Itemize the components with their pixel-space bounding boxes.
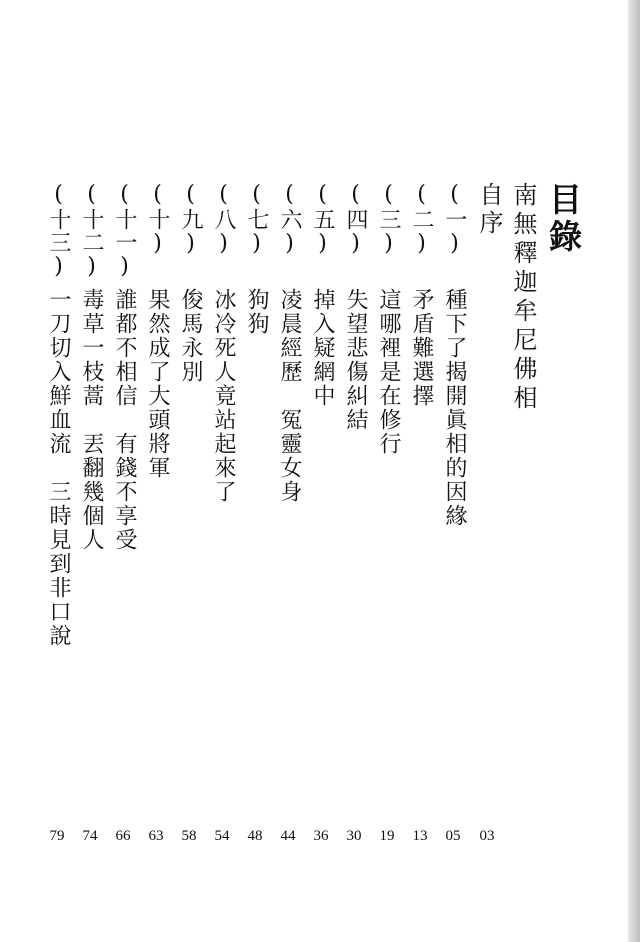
toc-entry-number: (六) bbox=[277, 182, 302, 257]
toc-subtitle: 南無釋迦牟尼佛相 bbox=[509, 182, 537, 414]
toc-entry-number: (十) bbox=[145, 182, 170, 257]
toc-page-number-preface: 03 bbox=[479, 828, 495, 844]
toc-entry-title: 果然成了大頭將軍 bbox=[145, 288, 170, 480]
toc-entry-number: (五) bbox=[310, 182, 335, 257]
toc-entry-number: (十二) bbox=[79, 182, 104, 280]
toc-entry-title: 掉入疑網中 bbox=[310, 288, 335, 408]
toc-entry-title: 狗狗 bbox=[244, 288, 269, 336]
toc-page-number: 74 bbox=[82, 828, 98, 844]
toc-entry-number: (四) bbox=[343, 182, 368, 257]
toc-entry-title: 誰都不相信 有錢不享受 bbox=[112, 288, 137, 552]
toc-page-number: 58 bbox=[181, 828, 197, 844]
page-edge bbox=[628, 0, 640, 942]
toc-page-number: 54 bbox=[214, 828, 230, 844]
toc-entry-title: 種下了揭開眞相的因緣 bbox=[442, 288, 467, 528]
toc-entry-number: (三) bbox=[376, 182, 401, 257]
toc-page-number: 19 bbox=[379, 828, 395, 844]
toc-page-number: 44 bbox=[280, 828, 296, 844]
toc-preface-label: 自序 bbox=[475, 182, 503, 238]
toc-entry-title: 凌晨經歷 冤靈女身 bbox=[277, 288, 302, 504]
toc-page-number: 66 bbox=[115, 828, 131, 844]
toc-page-number: 36 bbox=[313, 828, 329, 844]
toc-entry-title: 冰冷死人竟站起來了 bbox=[211, 288, 236, 504]
toc-page-number: 79 bbox=[49, 828, 65, 844]
toc-entry-number: (一) bbox=[442, 182, 467, 257]
toc-entry-number: (九) bbox=[178, 182, 203, 257]
toc-entry-number: (十一) bbox=[112, 182, 137, 280]
toc-entry-title: 毒草一枝蒿 丟翻幾個人 bbox=[79, 288, 104, 552]
toc-entry-title: 矛盾難選擇 bbox=[409, 288, 434, 408]
toc-title: 目錄 bbox=[544, 182, 583, 256]
toc-page-number: 13 bbox=[412, 828, 428, 844]
toc-entry-title: 一刀切入鮮血流 三時見到非口說 bbox=[46, 288, 71, 648]
toc-page-number: 63 bbox=[148, 828, 164, 844]
toc-entry-number: (八) bbox=[211, 182, 236, 257]
toc-entry-title: 這哪裡是在修行 bbox=[376, 288, 401, 456]
toc-entry-number: (七) bbox=[244, 182, 269, 257]
toc-page-number: 30 bbox=[346, 828, 362, 844]
toc-entry-number: (二) bbox=[409, 182, 434, 257]
toc-entry-number: (十三) bbox=[46, 182, 71, 280]
toc-page-number: 05 bbox=[445, 828, 461, 844]
toc-entry-title: 失望悲傷糾結 bbox=[343, 288, 368, 432]
toc-entry-title: 俊馬永別 bbox=[178, 288, 203, 384]
toc-page-number: 48 bbox=[247, 828, 263, 844]
